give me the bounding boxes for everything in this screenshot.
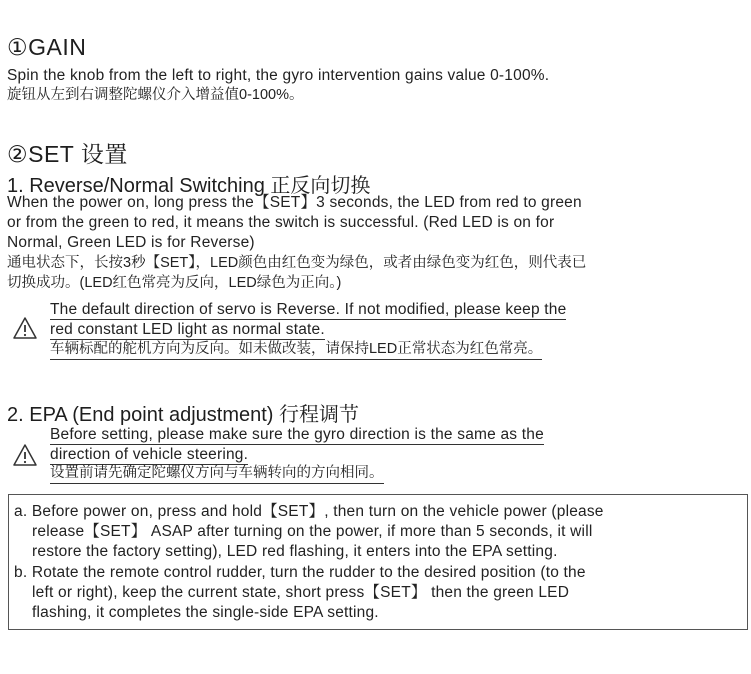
set-heading: ②SET 设置 [7,141,128,167]
warning-icon [12,443,38,467]
reverse-normal-heading: 1. Reverse/Normal Switching 正反向切换 [7,175,371,197]
epa-warning-line: direction of vehicle steering. [50,446,249,463]
epa-step-line: flashing, it completes the single-side EPA setting. [14,604,379,621]
reverse-text-line-cn: 通电状态下，长按3秒【SET】，LED颜色由红色变为绿色，或者由绿色变为红色，则代表已 [7,255,587,271]
reverse-text-line-cn: 切换成功。(LED红色常亮为反向，LED绿色为正向。) [7,275,342,291]
gain-description-en: Spin the knob from the left to right, the gyro intervention gains value 0-100%. [7,67,550,84]
reverse-warning-line: red constant LED light as normal state. [50,321,325,338]
gain-description-cn: 旋钮从左到右调整陀螺仪介入增益值0-100%。 [7,87,304,103]
reverse-text-line: Normal, Green LED is for Reverse) [7,234,255,251]
epa-step-line: restore the factory setting), LED red flashing, it enters into the EPA setting. [14,543,558,560]
epa-warning-line: Before setting, please make sure the gyro direction is the same as the [50,426,544,443]
epa-step-line: release【SET】 ASAP after turning on the power, if more than 5 seconds, it will [14,523,593,540]
epa-warning-line-cn: 设置前请先确定陀螺仪方向与车辆转向的方向相同。 [50,464,384,484]
reverse-text-line: When the power on, long press the【SET】3 seconds, the LED from red to green [7,194,582,211]
warning-icon [12,316,38,340]
reverse-warning-line: The default direction of servo is Reverse. If not modified, please keep the [50,301,567,318]
epa-step-line: b. Rotate the remote control rudder, turn the rudder to the desired position (to the [14,564,586,581]
epa-heading: 2. EPA (End point adjustment) 行程调节 [7,404,360,426]
reverse-warning-line-cn: 车辆标配的舵机方向为反向。如未做改装，请保持LED正常状态为红色常亮。 [50,340,542,360]
epa-step-line: a. Before power on, press and hold【SET】, then turn on the vehicle power (please [14,503,604,520]
epa-step-line: left or right), keep the current state, short press【SET】 then the green LED [14,584,570,601]
reverse-text-line: or from the green to red, it means the switch is successful. (Red LED is on for [7,214,555,231]
gain-heading: ①GAIN [7,34,87,60]
